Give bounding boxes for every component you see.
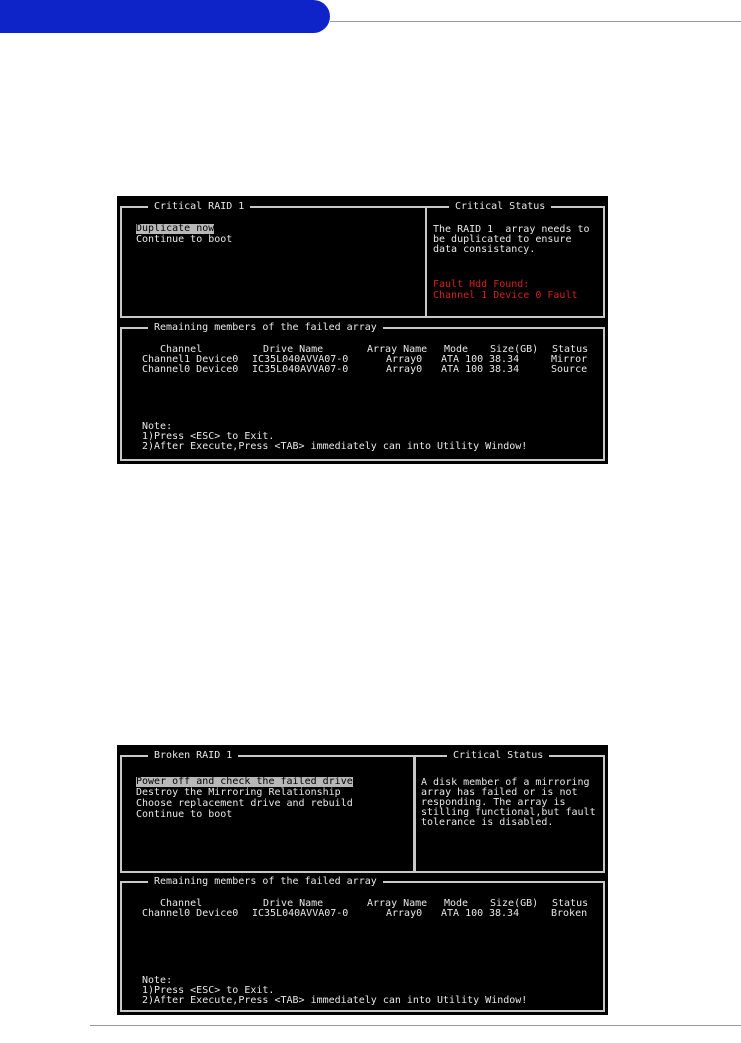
note-line: 1)Press <ESC> to Exit. <box>142 985 275 996</box>
header-array-name: Array Name <box>367 898 428 909</box>
panel-title: Critical Status <box>449 202 551 212</box>
table-row-size: 38.34 <box>489 908 520 919</box>
note-title: Note: <box>142 421 173 432</box>
table-row-mode: ATA 100 <box>441 908 484 919</box>
table-row-drive: IC35L040AVVA07-0 <box>252 354 349 365</box>
panel-title: Broken RAID 1 <box>148 751 238 761</box>
header-status: Status <box>552 898 589 909</box>
header-drive-name: Drive Name <box>263 898 324 909</box>
menu-item-power-off[interactable]: Power off and check the failed drive <box>136 776 353 787</box>
table-row-status: Broken <box>551 908 588 919</box>
menu-item-continue-to-boot[interactable]: Continue to boot <box>136 234 233 245</box>
menu-item-destroy-mirroring[interactable]: Destroy the Mirroring Relationship <box>136 787 341 798</box>
status-line: array has failed or is not <box>421 787 578 798</box>
status-line: be duplicated to ensure <box>433 234 572 245</box>
table-row-channel: Channel1 Device0 <box>142 354 239 365</box>
members-panel <box>120 322 605 461</box>
status-panel <box>413 750 605 873</box>
menu-item-duplicate-now[interactable]: Duplicate now <box>136 223 215 234</box>
footer-rule <box>90 1025 741 1026</box>
table-row-drive: IC35L040AVVA07-0 <box>252 364 349 375</box>
status-line: responding. The array is <box>421 797 566 808</box>
panel-title: Critical Status <box>447 751 549 761</box>
menu-item-continue-to-boot[interactable]: Continue to boot <box>136 809 233 820</box>
critical-raid-screen <box>117 196 608 464</box>
fault-line: Channel 1 Device 0 Fault <box>433 290 578 301</box>
status-line: A disk member of a mirroring <box>421 777 590 788</box>
table-row-array: Array0 <box>386 364 423 375</box>
header-size: Size(GB) <box>490 898 539 909</box>
table-row-drive: IC35L040AVVA07-0 <box>252 908 349 919</box>
note-line: 2)After Execute,Press <TAB> immediately can into Utility Window! <box>142 995 528 1006</box>
table-row-status: Mirror <box>551 354 588 365</box>
table-row-mode: ATA 100 <box>441 354 484 365</box>
table-row-size: 38.34 <box>489 364 520 375</box>
table-row-channel: Channel0 Device0 <box>142 908 239 919</box>
members-panel <box>120 876 605 1012</box>
table-row-array: Array0 <box>386 354 423 365</box>
panel-title: Critical RAID 1 <box>148 202 250 212</box>
header-status: Status <box>552 344 589 355</box>
header-array-name: Array Name <box>367 344 428 355</box>
status-line: stilling functional,but fault <box>421 807 596 818</box>
header-size: Size(GB) <box>490 344 539 355</box>
header-mode: Mode <box>444 344 469 355</box>
table-row-mode: ATA 100 <box>441 364 484 375</box>
table-row-array: Array0 <box>386 908 423 919</box>
header-tab <box>0 0 330 33</box>
menu-panel <box>120 201 427 318</box>
note-line: 2)After Execute,Press <TAB> immediately can into Utility Window! <box>142 441 528 452</box>
menu-item-choose-replacement[interactable]: Choose replacement drive and rebuild <box>136 798 353 809</box>
table-row-channel: Channel0 Device0 <box>142 364 239 375</box>
status-line: The RAID 1 array needs to <box>433 224 590 235</box>
table-row-status: Source <box>551 364 588 375</box>
header-rule <box>330 21 741 22</box>
table-row-size: 38.34 <box>489 354 520 365</box>
header-channel: Channel <box>160 898 203 909</box>
note-title: Note: <box>142 975 173 986</box>
broken-raid-screen <box>117 745 608 1015</box>
header-drive-name: Drive Name <box>263 344 324 355</box>
panel-title: Remaining members of the failed array <box>148 877 383 887</box>
header-channel: Channel <box>160 344 203 355</box>
panel-title: Remaining members of the failed array <box>148 323 383 333</box>
fault-line: Fault Hdd Found: <box>433 279 530 290</box>
status-panel <box>425 201 605 318</box>
status-line: data consistancy. <box>433 244 536 255</box>
menu-panel <box>120 750 416 873</box>
header-mode: Mode <box>444 898 469 909</box>
note-line: 1)Press <ESC> to Exit. <box>142 431 275 442</box>
status-line: tolerance is disabled. <box>421 817 554 828</box>
